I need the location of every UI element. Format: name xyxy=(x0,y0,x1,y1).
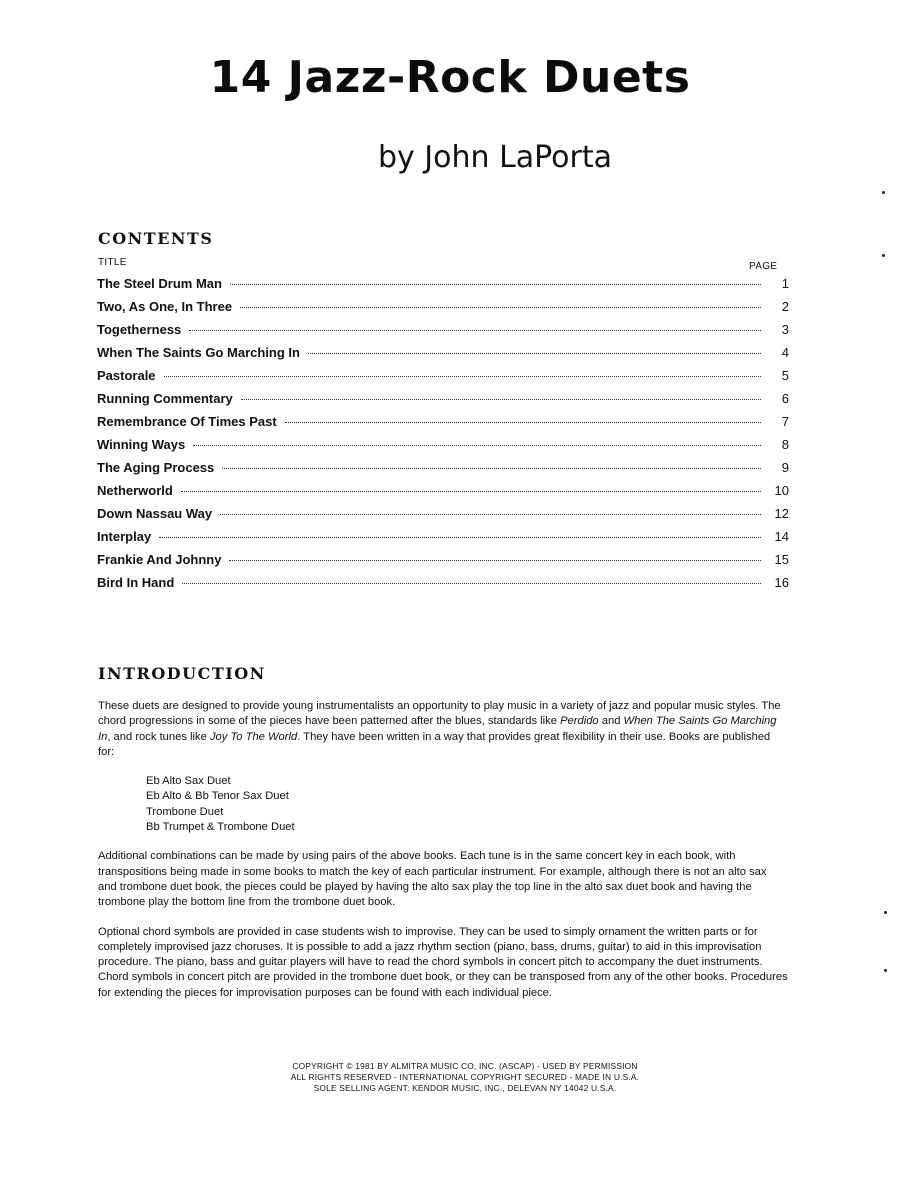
scan-speck xyxy=(882,254,885,257)
toc-entry-page: 4 xyxy=(781,345,789,360)
toc-entry xyxy=(97,529,789,552)
toc-entry-title: Bird In Hand xyxy=(97,575,175,590)
toc-entry xyxy=(97,391,789,414)
contents-heading: CONTENTS xyxy=(98,229,214,248)
toc-entry-title: Running Commentary xyxy=(97,391,233,406)
scan-speck xyxy=(882,191,885,194)
intro-text: and xyxy=(598,715,624,728)
toc-entry-page: 12 xyxy=(774,506,789,521)
toc-entry-page: 5 xyxy=(781,368,789,383)
toc-leader-dots xyxy=(285,422,761,423)
toc-entry-page: 15 xyxy=(774,552,789,567)
toc-entry xyxy=(97,506,789,529)
toc-leader-dots xyxy=(230,284,761,285)
toc-leader-dots xyxy=(241,399,761,400)
book-list-item: Eb Alto Sax Duet xyxy=(146,775,231,788)
toc-leader-dots xyxy=(181,491,761,492)
book-list-item: Eb Alto & Bb Tenor Sax Duet xyxy=(146,790,289,803)
toc-entry-title: Togetherness xyxy=(97,322,182,337)
toc-entry xyxy=(97,483,789,506)
document-title: 14 Jazz-Rock Duets xyxy=(209,52,691,103)
toc-leader-dots xyxy=(189,330,761,331)
toc-entry-page: 3 xyxy=(781,322,789,337)
intro-italic-title: Joy To The World xyxy=(209,730,298,743)
toc-leader-dots xyxy=(240,307,761,308)
toc-entry-page: 10 xyxy=(774,483,789,498)
intro-text: , and rock tunes like xyxy=(107,730,210,743)
intro-italic-title: When The Saints Go Marching In xyxy=(98,715,777,743)
toc-entry-title: The Steel Drum Man xyxy=(97,276,222,291)
toc-entry-page: 2 xyxy=(781,299,789,314)
copyright-line: ALL RIGHTS RESERVED - INTERNATIONAL COPYRIGHT SECURED - MADE IN U.S.A. xyxy=(290,1072,640,1082)
introduction-body xyxy=(98,699,788,1015)
toc-entry xyxy=(97,552,789,575)
intro-paragraph-3: Optional chord symbols are provided in case students wish to improvise. They can be used to simply ornament the written parts or for completely improvised jazz choruses. It is possible to add a jazz rhythm section (piano, bass, drums, guitar) to aid in this improvisation procedure. The piano, bass and guitar players will have to read the chord symbols in concert pitch to accompany the duet instruments. Chord symbols in concert pitch are provided in the trombone duet book, or they can be transposed from any of the other books. Procedures for extending the pieces for improvisation purposes can be found with each individual piece. xyxy=(98,925,788,999)
toc-entry-title: Winning Ways xyxy=(97,437,186,452)
toc-entry-title: Down Nassau Way xyxy=(97,506,213,521)
toc-entry xyxy=(97,299,789,322)
toc-entry-title: Pastorale xyxy=(97,368,156,383)
toc-entry xyxy=(97,437,789,460)
intro-italic-title: Perdido xyxy=(560,715,599,728)
toc-column-title: TITLE xyxy=(98,257,127,268)
toc-entry-page: 6 xyxy=(781,391,789,406)
toc-leader-dots xyxy=(220,514,761,515)
copyright-line: SOLE SELLING AGENT: KENDOR MUSIC, INC., DELEVAN NY 14042 U.S.A. xyxy=(313,1083,617,1093)
toc-entry-page: 1 xyxy=(781,276,789,291)
toc-entry-title: Frankie And Johnny xyxy=(97,552,222,567)
toc-entry xyxy=(97,368,789,391)
toc-leader-dots xyxy=(308,353,761,354)
toc-entry-title: Two, As One, In Three xyxy=(97,299,233,314)
toc-entry xyxy=(97,575,789,598)
toc-entry xyxy=(97,460,789,483)
introduction-heading: INTRODUCTION xyxy=(98,664,266,683)
book-list-item: Trombone Duet xyxy=(146,805,224,818)
toc-entry-title: Netherworld xyxy=(97,483,173,498)
toc-entry xyxy=(97,345,789,368)
scan-speck xyxy=(884,911,887,914)
toc-leader-dots xyxy=(182,583,761,584)
author-line: by John LaPorta xyxy=(377,140,613,175)
table-of-contents xyxy=(97,276,789,598)
book-list xyxy=(98,774,788,835)
copyright-line: COPYRIGHT © 1981 BY ALMITRA MUSIC CO, INC. (ASCAP) - USED BY PERMISSION xyxy=(292,1061,638,1071)
toc-entry-page: 8 xyxy=(781,437,789,452)
copyright-notice xyxy=(0,1061,900,1094)
toc-entry-title: Remembrance Of Times Past xyxy=(97,414,277,429)
book-list-item: Bb Trumpet & Trombone Duet xyxy=(146,821,295,834)
toc-entry-title: When The Saints Go Marching In xyxy=(97,345,300,360)
toc-entry xyxy=(97,276,789,299)
toc-leader-dots xyxy=(193,445,761,446)
intro-paragraph-2: Additional combinations can be made by using pairs of the above books. Each tune is in the same concert key in each book, with transpositions being made in some books to match the key of each particular instrument. For example, although there is not an alto sax and trombone duet book, the pieces could be played by having the alto sax play the top line in the alto sax duet book and having the trombone play the bottom line from the trombone duet book. xyxy=(98,850,767,909)
toc-entry xyxy=(97,322,789,345)
toc-leader-dots xyxy=(229,560,761,561)
toc-entry-page: 9 xyxy=(781,460,789,475)
toc-entry-page: 16 xyxy=(774,575,789,590)
toc-entry-title: The Aging Process xyxy=(97,460,215,475)
toc-entry-page: 7 xyxy=(781,414,789,429)
intro-text: . They have been written in a way that provides great flexibility in their use. Books are published for: xyxy=(98,730,771,758)
intro-text: These duets are designed to provide young instrumentalists an opportunity to play music in a variety of jazz and popular music styles. The chord progressions in some of the pieces have been patterned after the blues, standards like xyxy=(98,700,781,728)
intro-paragraph-1 xyxy=(98,699,788,760)
toc-column-page: PAGE xyxy=(749,261,778,272)
toc-entry xyxy=(97,414,789,437)
toc-entry-page: 14 xyxy=(774,529,789,544)
toc-leader-dots xyxy=(164,376,761,377)
toc-leader-dots xyxy=(159,537,761,538)
toc-leader-dots xyxy=(222,468,761,469)
toc-entry-title: Interplay xyxy=(97,529,152,544)
scan-speck xyxy=(884,969,887,972)
